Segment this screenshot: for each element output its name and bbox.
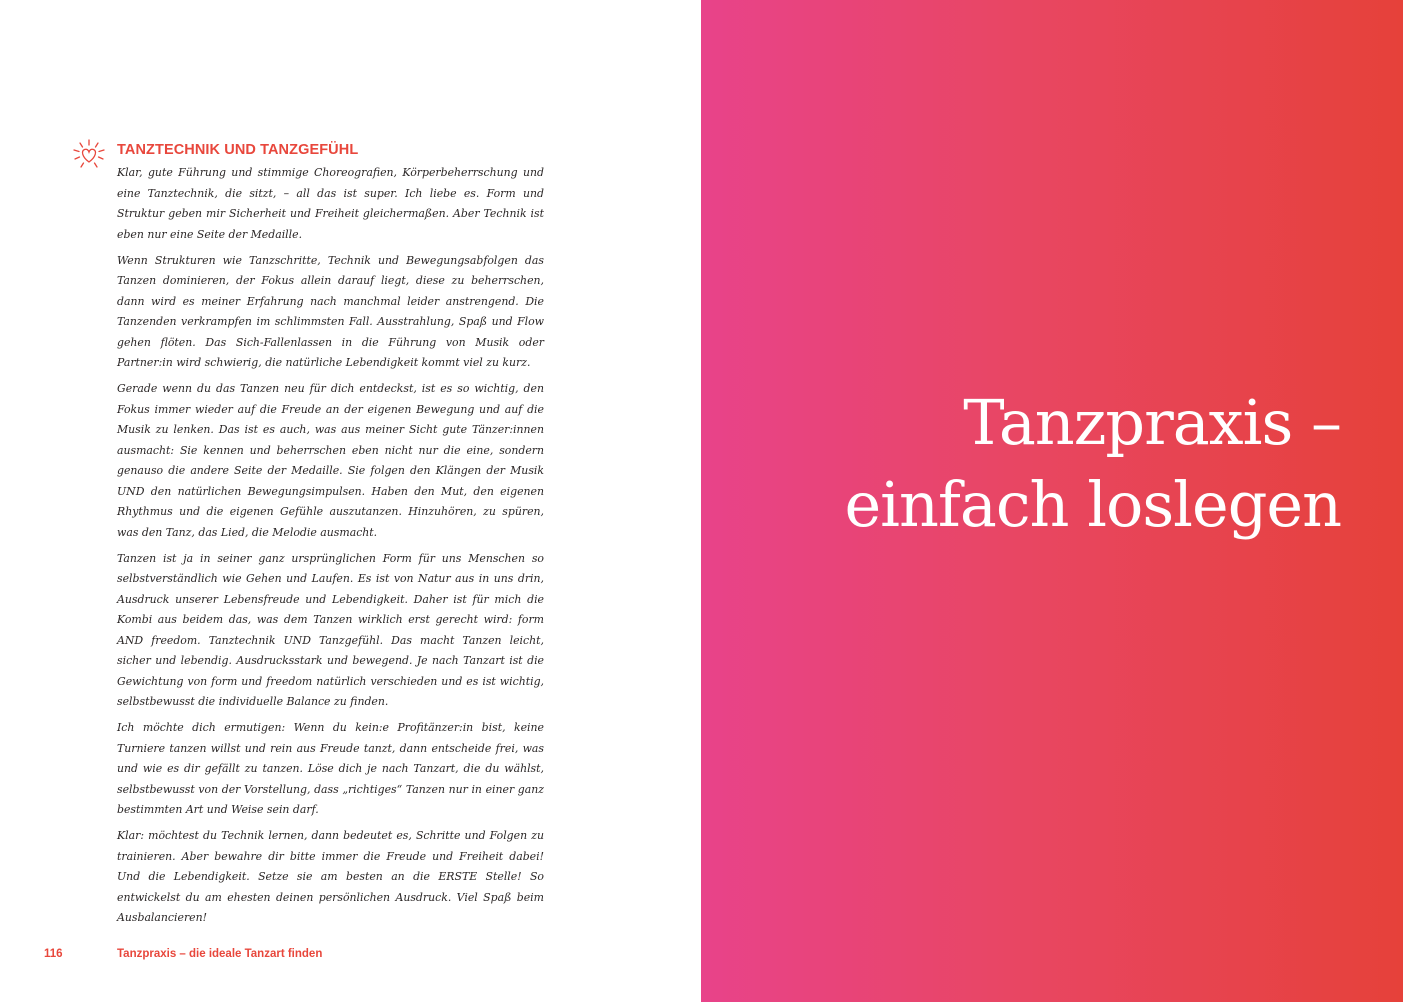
chapter-title-line-1: Tanzpraxis – [963, 386, 1341, 459]
paragraph: Gerade wenn du das Tanzen neu für dich entdeckst, ist es so wichtig, den Fokus immer wieder auf die Freude an der eigenen Bewegung und auf die Musik zu lenken. Das ist es auch, was aus meiner Sicht gute Tänzer:innen ausmacht: Sie kennen und beherrschen eben nicht nur die eine, sondern genauso die andere Seite der Medaille. Sie folgen den Klängen der Musik UND den natürlichen Bewegungsimpulsen. Haben den Mut, den eigenen Rhythmus und die eigenen Gefühle auszutanzen. Hinzuhören, zu spüren, was den Tanz, das Lied, die Melodie ausmacht. [117, 382, 544, 539]
running-footer: Tanzpraxis – die ideale Tanzart finden [117, 948, 323, 960]
page-number: 116 [44, 948, 63, 960]
paragraph: Wenn Strukturen wie Tanzschritte, Technik und Bewegungsabfolgen das Tanzen dominieren, der Fokus allein darauf liegt, diese zu beherrschen, dann wird es meiner Erfahrung nach manchmal leider anstrengend. Die Tanzenden verkrampfen im schlimmsten Fall. Ausstrahlung, Spaß und Flow gehen flöten. Das Sich-Fallenlassen in die Führung von Musik oder Partner:in wird schwierig, die natürliche Lebendigkeit kommt viel zu kurz. [117, 253, 544, 369]
body-text [117, 163, 544, 934]
paragraph: Klar: möchtest du Technik lernen, dann bedeutet es, Schritte und Folgen zu trainieren. Aber bewahre dir bitte immer die Freude und Freiheit dabei! Und die Lebendigkeit. Setze sie am besten an die ERSTE Stelle! So entwickelst du am ehesten deinen persönlichen Ausdruck. Viel Spaß beim Ausbalancieren! [117, 829, 544, 924]
paragraph: Tanzen ist ja in seiner ganz ursprünglichen Form für uns Menschen so selbstverständlich wie Gehen und Laufen. Es ist von Natur aus in uns drin, Ausdruck unserer Lebensfreude und Lebendigkeit. Daher ist für mich die Kombi aus beidem das, was dem Tanzen wirklich erst gerecht wird: form AND freedom. Tanztechnik UND Tanzgefühl. Das macht Tanzen leicht, sicher und lebendig. Ausdrucksstark und bewegend. Je nach Tanzart ist die Gewichtung von form und freedom natürlich verschieden und es ist wichtig, selbstbewusst die individuelle Balance zu finden. [117, 551, 544, 708]
heart-sun-icon [72, 138, 106, 172]
paragraph: Klar, gute Führung und stimmige Choreografien, Körperbeherrschung und eine Tanztechnik, die sitzt, – all das ist super. Ich liebe es. Form und Struktur geben mir Sicherheit und Freiheit gleichermaßen. Aber Technik ist eben nur eine Seite der Medaille. [117, 166, 544, 241]
section-heading: TANZTECHNIK UND TANZGEFÜHL [117, 142, 359, 158]
right-page [701, 0, 1403, 1002]
paragraph: Ich möchte dich ermutigen: Wenn du kein:e Profitänzer:in bist, keine Turniere tanzen willst und rein aus Freude tanzt, dann entscheide frei, was und wie es dir gefällt zu tanzen. Löse dich je nach Tanzart, die du wählst, selbstbewusst von der Vorstellung, dass „richtiges“ Tanzen nur in einer ganz bestimmten Art und Weise sein darf. [117, 721, 544, 816]
left-page [0, 0, 701, 1002]
chapter-title [821, 382, 1341, 546]
chapter-title-line-2: einfach loslegen [844, 468, 1341, 541]
